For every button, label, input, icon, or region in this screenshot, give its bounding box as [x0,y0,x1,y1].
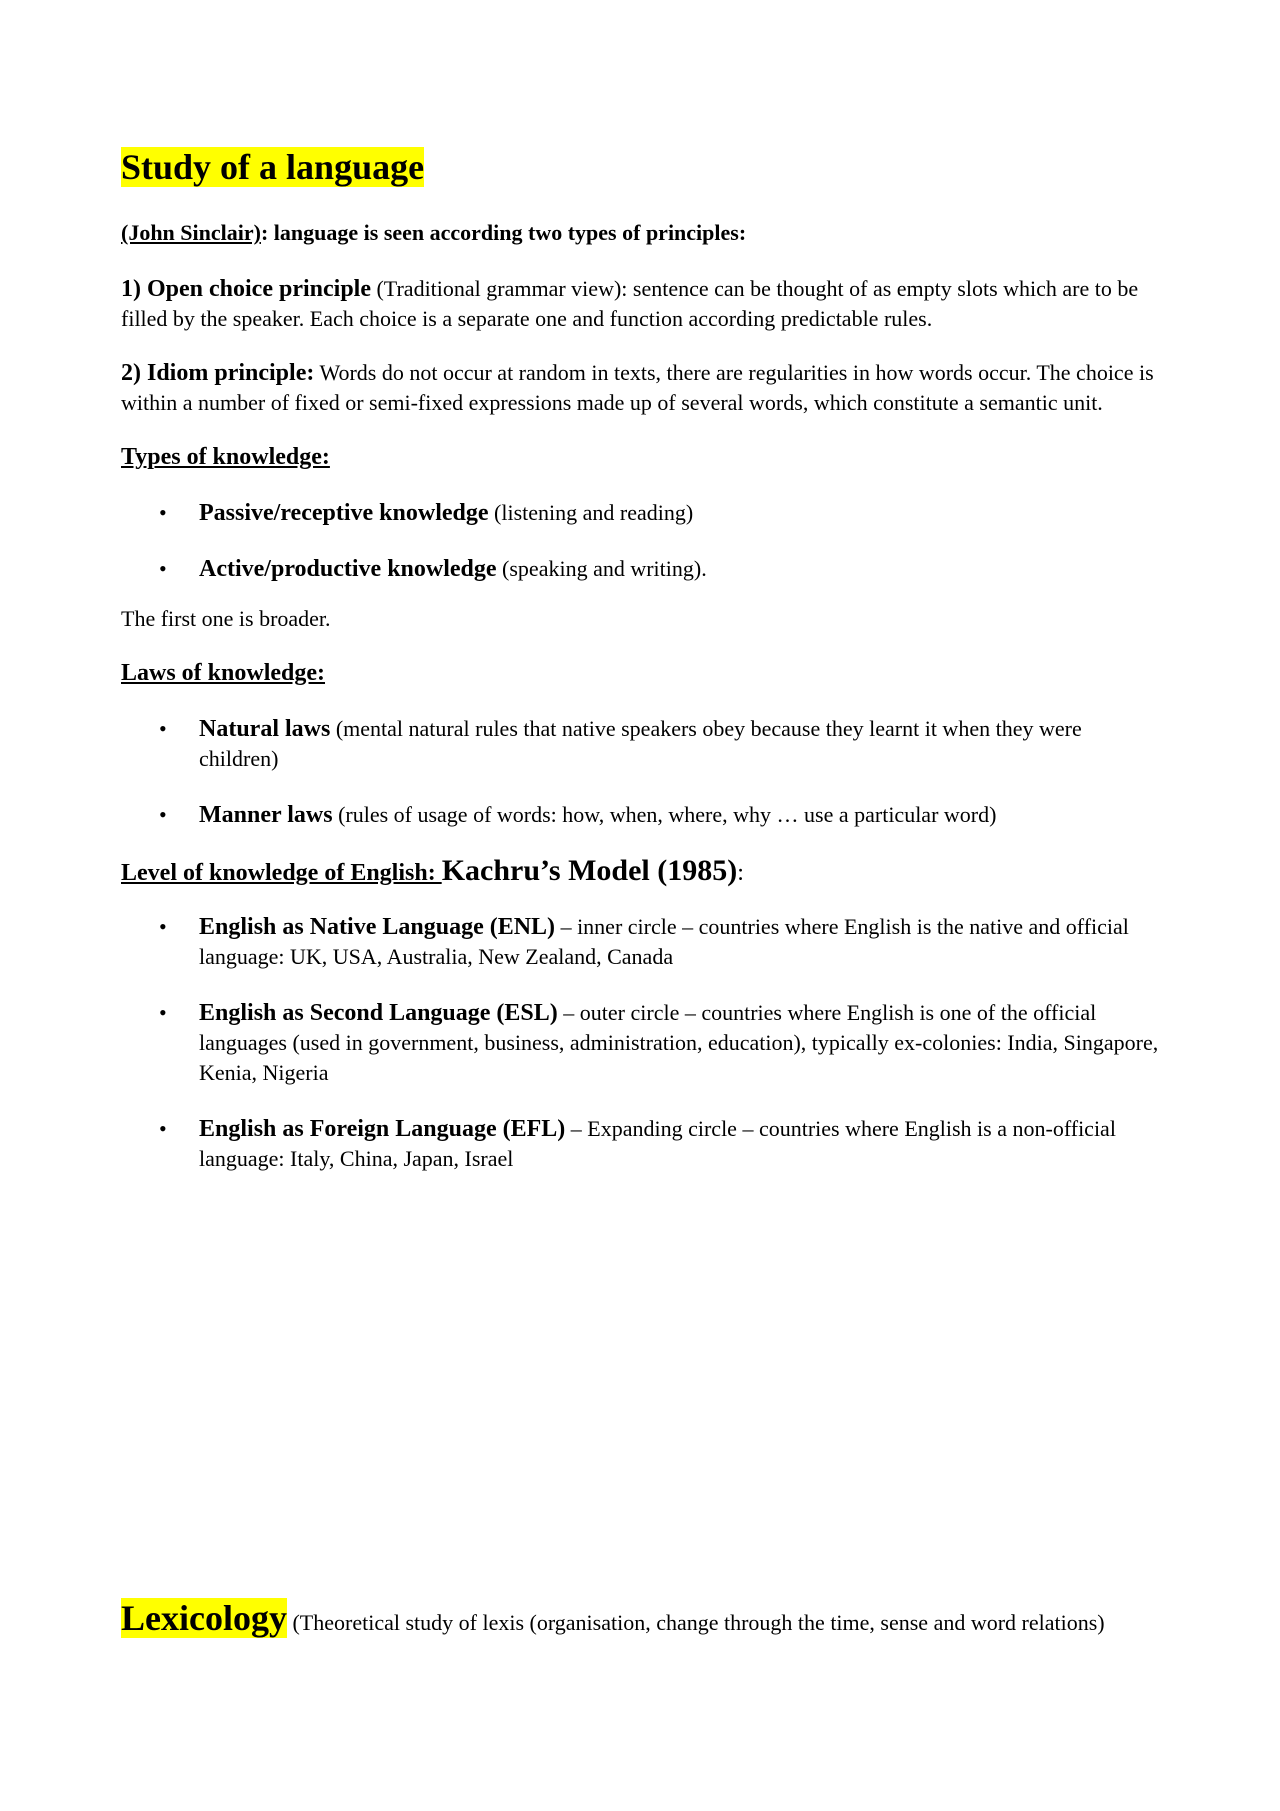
principle-idiom [121,358,1161,418]
list-item [121,912,1161,972]
principle-heading: 2) Idiom principle: [121,360,315,386]
principle-heading: 1) Open choice principle [121,276,371,302]
list-item [121,498,1161,528]
title-highlight: Study of a language [121,147,425,187]
list-item [121,1114,1161,1174]
lexicology-title: Lexicology [121,1598,287,1638]
item-description: (listening and reading) [488,500,694,525]
level-heading-row [121,856,1161,888]
item-description: (rules of usage of words: how, when, where, why … use a particular word) [332,802,997,827]
principle-open-choice [121,274,1161,334]
intro-text: : language is seen according two types of principles: [260,220,747,245]
bullet-icon: • [159,500,167,525]
intro-paragraph [121,218,1161,248]
principle-body: Words do not occur at random in texts, there are regularities in how words occur. The choice is within a number of fixed or semi-fixed expressions made up of several words, which constitute a semantic unit. [121,360,1154,415]
types-note: The first one is broader. [121,606,331,631]
list-item [121,800,1161,830]
item-description: – Expanding circle – countries where English is a non-official language: Italy, China, Japan, Israel [199,1116,1116,1171]
item-term: Active/productive knowledge [199,556,497,582]
intro-author: (John Sinclair) [121,220,261,245]
item-term: English as Foreign Language (EFL) [199,1116,566,1142]
kachru-model: Kachru’s Model (1985) [441,854,738,887]
bullet-icon: • [159,1000,167,1025]
document-content [121,146,1161,1200]
item-description: – inner circle – countries where English is the native and official language: UK, USA, Australia, New Zealand, Canada [199,914,1129,969]
item-term: Manner laws [199,802,333,828]
item-term: English as Native Language (ENL) [199,914,556,940]
list-item [121,714,1161,774]
page-title [121,146,1161,198]
bullet-icon: • [159,716,167,741]
laws-list [121,714,1161,830]
bullet-icon: • [159,802,167,827]
item-description: – outer circle – countries where English is one of the official languages (used in government, business, administration, education), typically ex-colonies: India, Singapore, Kenia, Nigeria [199,1000,1159,1085]
bullet-icon: • [159,914,167,939]
types-list [121,498,1161,584]
level-heading: Level of knowledge of English: [121,860,442,886]
item-description: (mental natural rules that native speakers obey because they learnt it when they were children) [199,716,1082,771]
level-list [121,912,1161,1174]
level-colon: : [737,860,744,886]
item-term: Natural laws [199,716,331,742]
lexicology-text: (Theoretical study of lexis (organisation, change through the time, sense and word relations) [286,1610,1105,1635]
list-item [121,998,1161,1088]
bullet-icon: • [159,556,167,581]
types-heading: Types of knowledge: [121,444,330,470]
laws-heading: Laws of knowledge: [121,660,326,686]
list-item [121,554,1161,584]
lexicology-section [121,1598,1161,1639]
item-term: English as Second Language (ESL) [199,1000,558,1026]
item-term: Passive/receptive knowledge [199,500,489,526]
bullet-icon: • [159,1116,167,1141]
item-description: (speaking and writing). [496,556,707,581]
principle-body: (Traditional grammar view): sentence can be thought of as empty slots which are to be filled by the speaker. Each choice is a separate one and function according predictable rules. [121,276,1139,331]
